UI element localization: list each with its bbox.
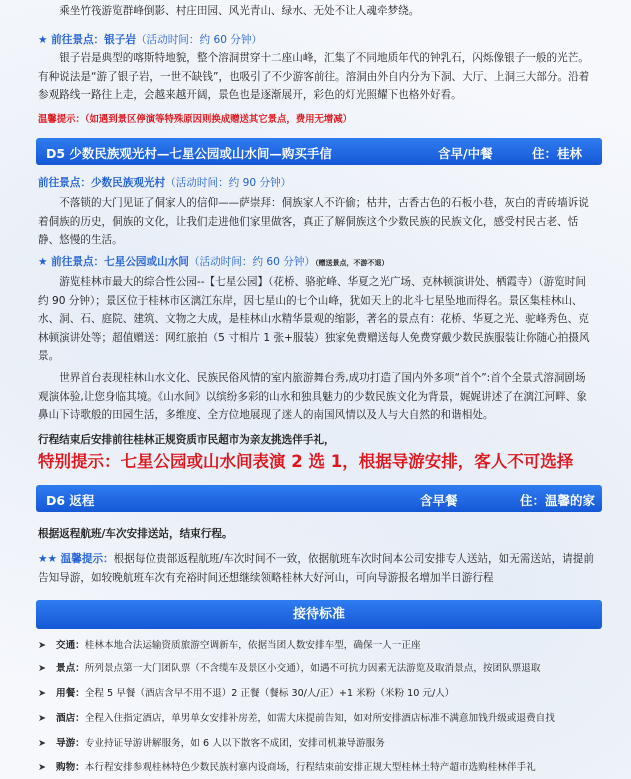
standard-item-label: 导游： xyxy=(56,738,85,749)
park-heading xyxy=(38,253,389,272)
day5-stay: 住：桂林 xyxy=(532,146,583,161)
village-label: 前往景点：少数民族观光村 xyxy=(38,177,166,189)
park-time: （活动时间：约 60 分钟） xyxy=(188,256,316,268)
yinziyan-time: （活动时间：约 60 分钟） xyxy=(135,34,263,46)
standard-item-text: 全程入住指定酒店，单男单女安排补房差，如需大床提前告知，如对所安排酒店标准不满意加钱升级或退费自找 xyxy=(84,713,555,724)
standard-item xyxy=(38,759,536,773)
return-line: 根据返程航班/车次安排送站，结束行程。 xyxy=(38,528,233,540)
standard-title: 接待标准 xyxy=(292,607,345,622)
standard-item-text: 专业持证导游讲解服务，如 6 人以下散客不成团，安排司机兼导游服务 xyxy=(84,738,385,749)
standard-item-text: 所列景点第一大门团队票（不含缆车及景区小交通），如遇不可抗力因素无法游览及取消景点，按团队票退取 xyxy=(84,663,541,674)
arrow-bullet-icon: ➤ xyxy=(38,688,47,699)
standard-item-label: 景点： xyxy=(56,663,85,674)
day5-meals: 含早/中餐 xyxy=(438,146,493,161)
village-time: （活动时间：约 90 分钟） xyxy=(165,177,292,189)
standard-item xyxy=(38,637,421,651)
yinziyan-warm-tip xyxy=(38,111,352,125)
standard-header xyxy=(36,600,602,629)
day6-meals: 含早餐 xyxy=(420,493,458,508)
arrow-bullet-icon: ➤ xyxy=(38,738,47,749)
standard-item xyxy=(38,710,555,724)
day6-tip-label: ★★ 温馨提示： xyxy=(38,553,114,565)
day6-header xyxy=(36,485,602,512)
standard-item xyxy=(38,685,454,699)
standard-item-text: 桂林本地合法运输资质旅游空调新车，依据当团人数安排车型，确保一人一正座 xyxy=(84,640,421,651)
show-body: 世界首台表现桂林山水文化、民族民俗风情的室内旅游舞台秀,成功打造了国内外多项“首个”:首个全景式溶洞剧场观演体验,让您身临其境。《山水间》以缤纷多彩的山水和独具魅力的少数民族文化为背景，娓娓讲述了在漓江河畔、象鼻山下诗歌般的田园生活，多维度、全方位地展现了迷人的南国风情以及人与大自然的和谐相处。 xyxy=(38,372,587,421)
standard-item-label: 交通： xyxy=(56,640,85,651)
yinziyan-body: 银子岩是典型的喀斯特地貌，整个溶洞贯穿十二座山峰，汇集了不同地质年代的钟乳石，闪烁像银子一般的光芒。有种说法是“游了银子岩，一世不缺钱”，也吸引了不少游客前往。溶洞由外自内分为下洞、大厅、上洞三大部分。沿着参观路线一路往上走，会越来越开阔，景色也是逐渐展开，彩色的灯光照耀下也格外好看。 xyxy=(38,52,590,101)
day6-title: D6 返程 xyxy=(46,493,95,508)
standard-item xyxy=(38,660,540,674)
after-trip-note: 行程结束后安排前往桂林正规资质市民超市为亲友挑选伴手礼， xyxy=(38,434,335,446)
park-body: 游览桂林市最大的综合性公园--【七星公园】（花桥、骆驼峰、华夏之光广场、克林顿演讲处、栖霞寺）（游览时间约 90 分钟）；景区位于桂林市区漓江东岸，因七星山的七个山峰，犹如天上的北斗七星坠地而得名。景区集桂林山、水、洞、石、庭院、建筑、文物之大成，是桂林山水精华景观的缩影，著名的景点有：花桥、华夏之光、驼峰秀色、克林顿演讲处等；超值赠送：网红旅拍（5 寸相片 1 张+服装）独家免费赠送每人免费穿戴少数民族服装让你随心拍摄风景。 xyxy=(38,276,590,362)
arrow-bullet-icon: ➤ xyxy=(38,762,47,773)
standard-item xyxy=(38,735,385,749)
warm-tip-text: 温馨提示：（如遇到景区停演等特殊原因则换成赠送其它景点，费用无增减） xyxy=(38,114,353,125)
day5-title: D5 少数民族观光村—七星公园或山水间—购买手信 xyxy=(46,146,332,161)
arrow-bullet-icon: ➤ xyxy=(38,640,47,651)
day5-header xyxy=(36,138,602,165)
yinziyan-heading xyxy=(38,31,262,49)
standard-item-text: 本行程安排参观桂林特色少数民族村寨内设商场，行程结束前安排正规大型桂林土特产超市选购桂林伴手礼 xyxy=(84,762,536,773)
intro-line: 乘坐竹筏游览群峰倒影、村庄田园、风光青山、绿水、无处不让人魂牵梦绕。 xyxy=(59,5,420,17)
day6-tip xyxy=(38,550,594,587)
park-note: （赠送景点，不游不退） xyxy=(315,259,389,267)
special-notice: 特别提示：七星公园或山水间表演 2 选 1，根据导游安排，客人不可选择 xyxy=(38,452,574,471)
arrow-bullet-icon: ➤ xyxy=(38,713,47,724)
arrow-bullet-icon: ➤ xyxy=(38,663,47,674)
yinziyan-label: ★ 前往景点：银子岩 xyxy=(38,34,136,46)
park-label: ★ 前往景点：七星公园或山水间 xyxy=(38,256,189,268)
standard-item-label: 用餐： xyxy=(56,688,85,699)
standard-item-label: 酒店： xyxy=(56,713,85,724)
day6-stay: 住：温馨的家 xyxy=(520,493,596,508)
village-heading xyxy=(38,174,291,192)
village-body: 不落锁的大门见证了侗家人的信仰——萨崇拜：侗族家人不许偷；枯井，古香古色的石板小巷，灰白的青砖墙诉说着侗族的历史，侗族的文化，让我们走进他们家里做客，真正了解侗族这个少数民族的民族文化，感受村民古老、恬静、悠慢的生活。 xyxy=(38,197,589,246)
standard-item-text: 全程 5 早餐（酒店含早不用不退）2 正餐（餐标 30/人/正）+1 米粉（米粉 10 元/人） xyxy=(84,688,455,699)
standard-item-label: 购物： xyxy=(56,762,85,773)
day6-tip-body: 根据每位贵部返程航班/车次时间不一致，依据航班车次时间本公司安排专人送站，如无需送站，请提前告知导游，如较晚航班车次有充裕时间还想继续领略桂林大好河山，可向导游报名增加半日游行程 xyxy=(38,553,594,584)
